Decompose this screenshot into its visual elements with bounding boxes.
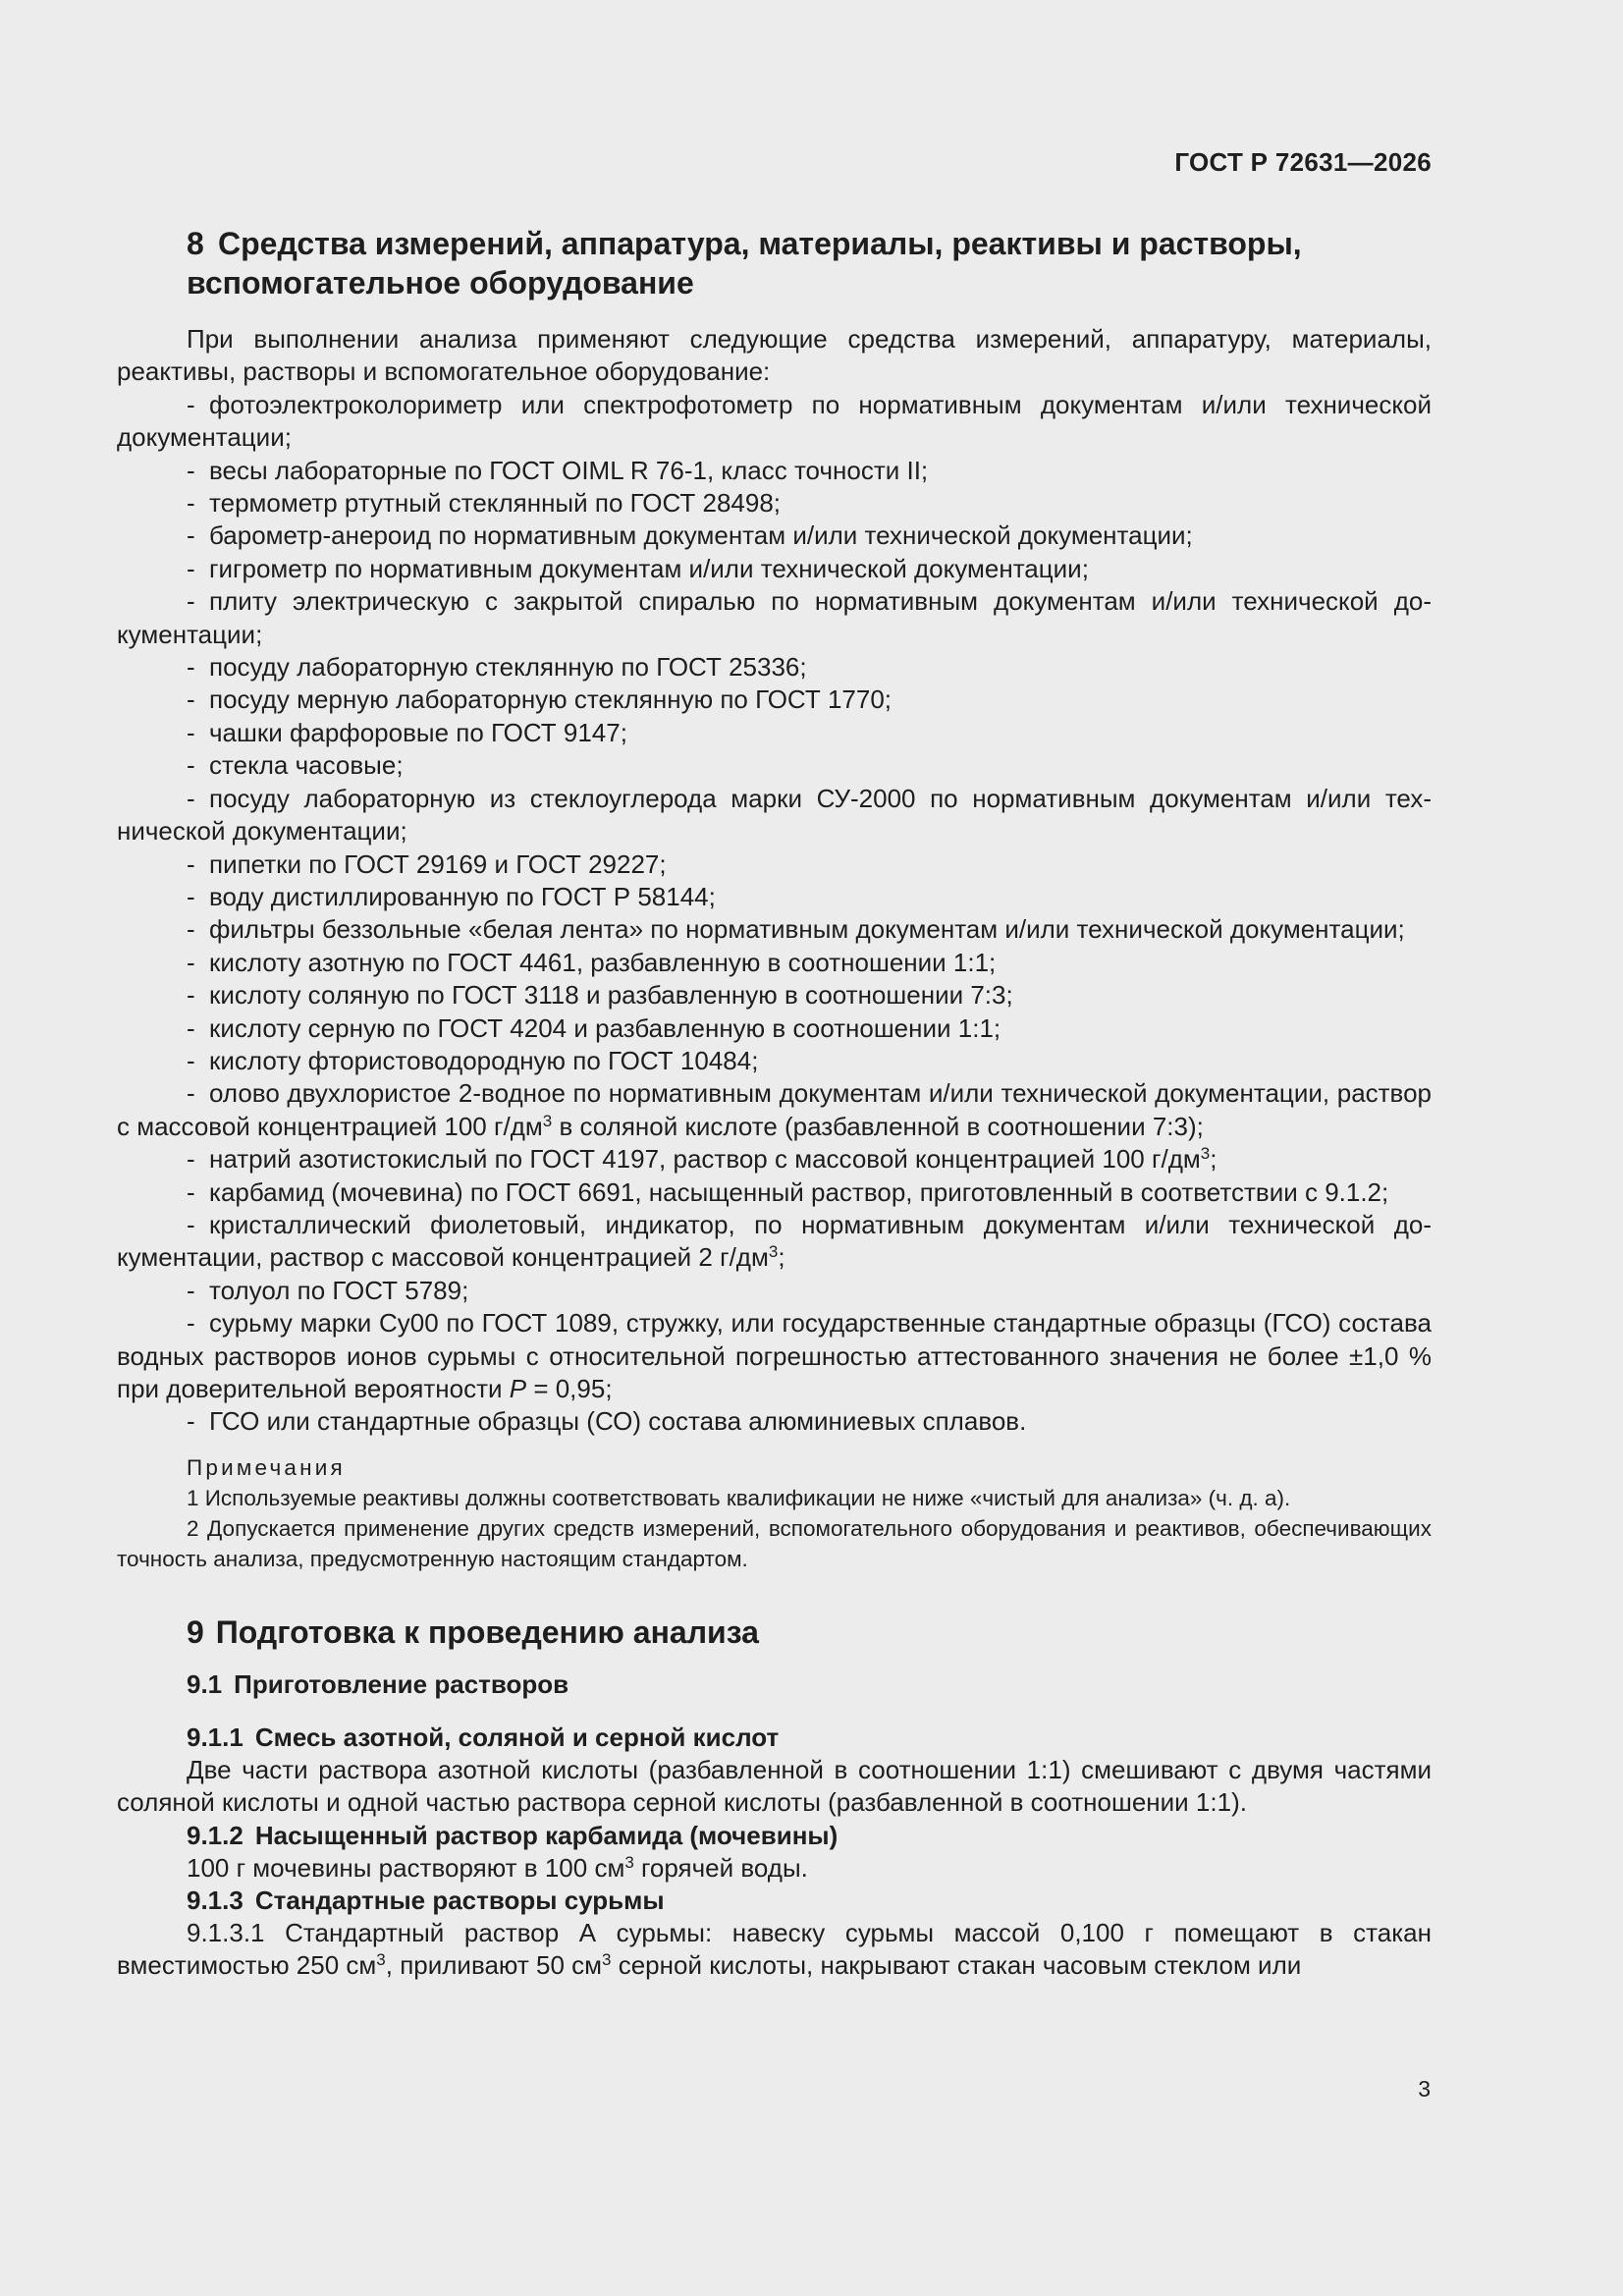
list-item: - кислоту соляную по ГОСТ 3118 и разбавленную в соотношении 7:3; [187, 980, 1013, 1011]
list-item: - посуду мерную лабораторную стеклянную по ГОСТ 1770; [187, 684, 893, 715]
document-code: ГОСТ Р 72631—2026 [1174, 147, 1432, 177]
list-item: - посуду лабораторную из стеклоуглерода марки СУ-2000 по нормативным документам и/или технической документации; [117, 783, 1432, 847]
list-item: - фильтры беззольные «белая лента» по нормативным документам и/или технической документации; [187, 914, 1405, 945]
subsection-9-1-1-heading: 9.1.1 Смесь азотной, соляной и серной кислот [187, 1722, 780, 1752]
list-item: - олово двухлористое 2-водное по нормативным документам и/или технической документации, раствор с массовой концентрацией 100 $г/дм^3$ в соляной кислоте (разбавленной в соотношении 7:3); [117, 1078, 1432, 1141]
list-item: - плиту электрическую с закрытой спиралью по нормативным документам и/или технической документации; [117, 586, 1432, 649]
list-item: - весы лабораторные по ГОСТ OIML R 76-1, класс точности II; [187, 455, 929, 485]
list-item: - натрий азотистокислый по ГОСТ 4197, раствор с массовой концентрацией 100 $г/дм^3$; [187, 1144, 1217, 1175]
subsection-9-1-3-heading: 9.1.3 Стандартные растворы сурьмы [187, 1886, 665, 1916]
equipment-list [117, 389, 1432, 1439]
section-8-number: 8 [187, 226, 204, 261]
list-item: - посуду лабораторную стеклянную по ГОСТ 25336; [187, 652, 807, 683]
section-8-intro: При выполнении анализа применяют следующие средства измерений, аппаратуру, материалы, реактивы, растворы и вспомогательное оборудование: [117, 324, 1432, 387]
notes-title: Примечания [187, 1454, 346, 1480]
list-item: - фотоэлектроколориметр или спектрофотометр по нормативным документам и/или технической документации; [117, 389, 1432, 453]
list-item: - кристаллический фиолетовый, индикатор, по нормативным документам и/или технической документации, раствор с массовой концентрацией 2 $г/дм^3$; [117, 1209, 1432, 1273]
subsection-9-1-3-1-text: 9.1.3.1 Стандартный раствор А сурьмы: навеску сурьмы массой 0,100 г помещают в стакан вместимостью 250 $см^3$, приливают 50 $см^3$ серной кислоты, накрывают стакан часовым стеклом или [117, 1918, 1432, 1981]
list-item: - ГСО или стандартные образцы (СО) состава алюминиевых сплавов. [187, 1406, 1027, 1437]
list-item: - барометр-анероид по нормативным документам и/или технической документации; [187, 520, 1193, 551]
section-8-title-line2: вспомогательное оборудование [187, 265, 694, 301]
list-item: - кислоту фтористоводородную по ГОСТ 10484; [187, 1045, 759, 1075]
list-item: - термометр ртутный стеклянный по ГОСТ 28498; [187, 488, 782, 519]
note-2: 2 Допускается применение других средств измерений, вспомогательного оборудования и реактивов, обеспечивающих точность анализа, предусмотренную настоящим стандартом. [117, 1515, 1432, 1571]
section-9-heading [117, 1613, 1432, 1652]
section-9-title: Подготовка к проведению анализа [215, 1613, 759, 1650]
list-item: - чашки фарфоровые по ГОСТ 9147; [187, 717, 627, 747]
list-item: - воду дистиллированную по ГОСТ Р 58144; [187, 881, 716, 911]
section-8-title-line1: Средства измерений, аппаратура, материалы, реактивы и растворы, [218, 226, 1302, 261]
list-item: - толуол по ГОСТ 5789; [187, 1275, 469, 1305]
list-item: - пипетки по ГОСТ 29169 и ГОСТ 29227; [187, 848, 667, 879]
list-item: - гигрометр по нормативным документам и/или технической документации; [187, 553, 1089, 583]
list-item: - кислоту азотную по ГОСТ 4461, разбавленную в соотношении 1:1; [187, 947, 997, 977]
section-9-number: 9 [187, 1613, 204, 1650]
subsection-9-1-1-text: Две части раствора азотной кислоты (разбавленной в соотношении 1:1) смешивают с двумя частями соляной кислоты и одной частью раствора серной кислоты (разбавленной в соотношении 1:1). [117, 1754, 1432, 1818]
list-item: - стекла часовые; [187, 750, 404, 781]
subsection-9-1-2-text: 100 г мочевины растворяют в 100 $см^3$ горячей воды. [187, 1852, 808, 1883]
list-item: - кислоту серную по ГОСТ 4204 и разбавленную в соотношении 1:1; [187, 1012, 1001, 1043]
list-item: - карбамид (мочевина) по ГОСТ 6691, насыщенный раствор, приготовленный в соответствии с 9.1.2; [187, 1176, 1389, 1207]
page-number: 3 [1418, 2076, 1431, 2102]
subsection-9-1-2-heading: 9.1.2 Насыщенный раствор карбамида (мочевины) [187, 1820, 839, 1850]
section-8-heading [117, 224, 1432, 302]
notes-block [117, 1452, 1432, 1574]
list-item: - сурьму марки Су00 по ГОСТ 1089, стружку, или государственные стандартные образцы (ГСО) состава водных растворов ионов сурьмы с относительной погрешностью аттестованного значения не более ±1,0 % при доверительной вероятности P = 0,95; [117, 1308, 1432, 1403]
note-1: 1 Используемые реактивы должны соответствовать квалификации не ниже «чистый для анализа» (ч. д. а). [187, 1485, 1291, 1510]
subsection-9-1-heading: 9.1 Приготовление растворов [187, 1668, 569, 1699]
page-content [117, 224, 1432, 1983]
